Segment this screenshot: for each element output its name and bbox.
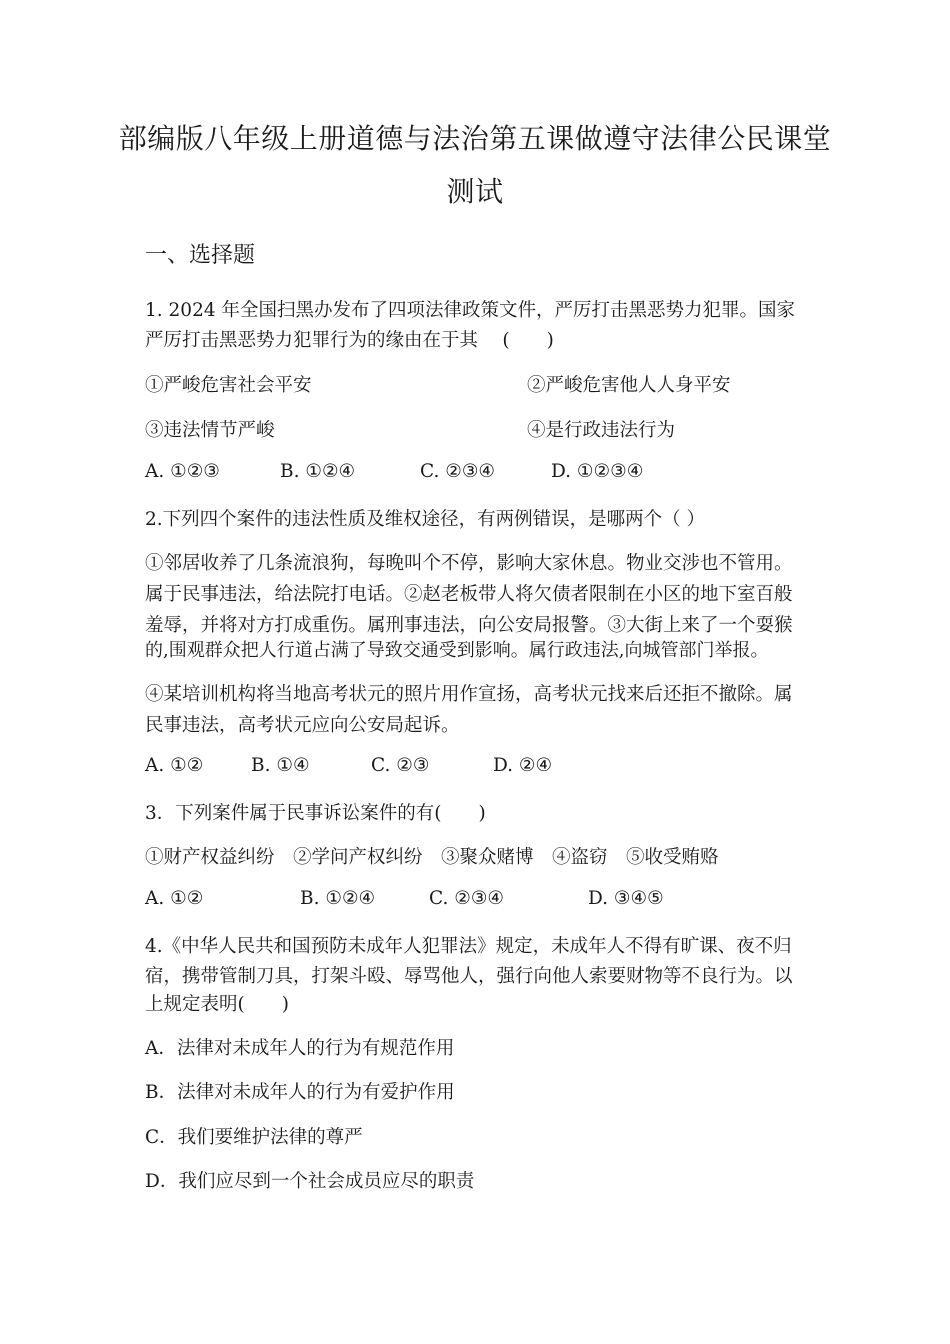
q4-stem-line-3: 上规定表明( )	[145, 994, 289, 1015]
q3-stem: 3．下列案件属于民事诉讼案件的有( )	[145, 803, 486, 824]
q1-item-2: ②严峻危害他人人身平安	[527, 375, 731, 396]
q3-items: ①财产权益纠纷 ②学问产权纠纷 ③聚众赌博 ④盗窃 ⑤收受贿赂	[145, 847, 719, 868]
q1-option-d: D. ①②③④	[551, 461, 644, 482]
q1-option-a: A. ①②③	[145, 461, 220, 482]
q2-paragraph-1-line-1: ①邻居收养了几条流浪狗，每晚叫个不停，影响大家休息。物业交涉也不管用。	[145, 553, 793, 574]
q1-stem-line-2: 严厉打击黑恶势力犯罪行为的缘由在于其 ( )	[145, 330, 554, 351]
q2-stem: 2.下列四个案件的违法性质及维权途径，有两例错误，是哪两个（ ）	[145, 509, 706, 530]
q4-option-b: B．法律对未成年人的行为有爱护作用	[145, 1082, 455, 1103]
q2-paragraph-2-line-2: 民事违法，高考状元应向公安局起诉。	[145, 715, 460, 736]
q3-option-c: C. ②③④	[429, 888, 505, 909]
q2-option-c: C. ②③	[371, 755, 430, 776]
section-heading: 一、选择题	[145, 243, 256, 268]
q4-stem-line-2: 宿，携带管制刀具，打架斗殴、辱骂他人，强行向他人索要财物等不良行为。以	[145, 966, 793, 987]
q2-option-a: A. ①②	[145, 755, 204, 776]
q1-option-c: C. ②③④	[420, 461, 496, 482]
q2-paragraph-2-line-1: ④某培训机构将当地高考状元的照片用作宣扬，高考状元找来后还拒不撤除。属	[145, 684, 793, 705]
q3-option-d: D. ③④⑤	[588, 888, 664, 909]
q3-option-a: A. ①②	[145, 888, 204, 909]
q2-option-d: D. ②④	[493, 755, 553, 776]
document-title: 部编版八年级上册道德与法治第五课做遵守法律公民课堂	[118, 122, 832, 155]
document-title-continued: 测试	[446, 175, 504, 208]
q1-option-b: B. ①②④	[280, 461, 356, 482]
q4-option-c: C．我们要维护法律的尊严	[145, 1127, 363, 1148]
q1-item-4: ④是行政违法行为	[527, 420, 676, 441]
q2-paragraph-1-line-2: 属于民事违法，给法院打电话。②赵老板带人将欠债者限制在小区的地下室百般	[145, 584, 793, 605]
q2-paragraph-1-line-3: 羞辱，并将对方打成重伤。属刑事违法，向公安局报警。③大街上来了一个耍猴	[145, 615, 793, 636]
q1-item-3: ③违法情节严峻	[145, 420, 275, 441]
q4-stem-line-1: 4.《中华人民共和国预防未成年人犯罪法》规定，未成年人不得有旷课、夜不归	[145, 936, 792, 957]
q1-item-1: ①严峻危害社会平安	[145, 375, 312, 396]
q3-option-b: B. ①②④	[300, 888, 376, 909]
q4-option-d: D．我们应尽到一个社会成员应尽的职责	[145, 1171, 475, 1192]
q2-option-b: B. ①④	[251, 755, 310, 776]
q4-option-a: A．法律对未成年人的行为有规范作用	[145, 1038, 455, 1059]
q1-stem-line-1: 1. 2024 年全国扫黑办发布了四项法律政策文件，严厉打击黑恶势力犯罪。国家	[145, 300, 795, 321]
q2-paragraph-1-line-4: 的,围观群众把人行道占满了导致交通受到影响。属行政违法,向城管部门举报。	[145, 640, 769, 661]
